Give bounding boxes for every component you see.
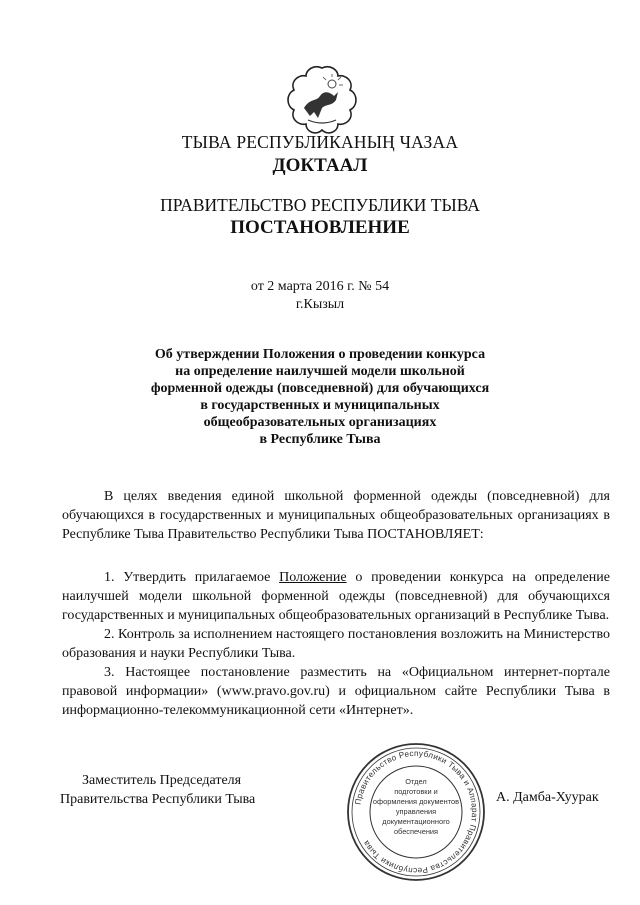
regulation-link[interactable]: Положение: [279, 570, 347, 585]
svg-text:оформления документов: оформления документов: [372, 797, 460, 806]
preamble-paragraph: В целях введения единой школьной форменной одежды (повседневной) для обучающихся в государственных и муниципальных общеобразовательных организациях в Республике Тыва Правительство Республики Тыва ПОСТАНОВЛЯЕТ:: [62, 489, 610, 542]
item-2: 2. Контроль за исполнением настоящего постановления возложить на Министерство образования и науки Республики Тыва.: [62, 627, 610, 661]
document-subject: [110, 346, 530, 448]
signer-title-line-2: Правительства Республики Тыва: [60, 792, 256, 807]
item-1-text-start: 1. Утвердить прилагаемое: [104, 570, 280, 585]
svg-text:документационного: документационного: [382, 817, 450, 826]
signer-title-line-1: Заместитель Председателя: [82, 773, 242, 788]
resolution-items: [62, 568, 610, 720]
official-stamp-seal: [344, 740, 488, 884]
subject-line: в Республике Тыва: [259, 432, 381, 447]
document-type-title: ПОСТАНОВЛЕНИЕ: [230, 217, 410, 238]
svg-text:Правительство Республики Тыва: Правительство Республики Тыва и Аппарат Правительства Республики Тыва: [353, 748, 480, 876]
header-tyva-government: ТЫВА РЕСПУБЛИКАНЫҢ ЧАЗАА: [181, 132, 459, 152]
preamble-block: [62, 487, 610, 544]
header-doktaal: ДОКТААЛ: [272, 155, 368, 176]
subject-line: Об утверждении Положения о проведении конкурса: [154, 347, 486, 362]
document-city: г.Кызыл: [295, 297, 345, 312]
item-3: 3. Настоящее постановление разместить на «Официальном интернет-портале правовой информации» (www.pravo.gov.ru) и официальном сайте Республики Тыва в информационно-телекоммуникационной сети «Интернет».: [62, 665, 610, 718]
svg-text:обеспечения: обеспечения: [393, 827, 439, 836]
item-1-text-end: о проведении конкурса на определение наилучшей модели школьной форменной одежды (повседневной) для обучающихся государственных и муниципальных общеобразовательных организаций в Республике Тыва.: [62, 570, 610, 623]
subject-line: в государственных и муниципальных: [200, 398, 440, 413]
subject-line: форменной одежды (повседневной) для обучающихся: [150, 381, 490, 396]
item-1: [62, 568, 610, 625]
svg-text:подготовки и: подготовки и: [394, 787, 438, 796]
header-government: ПРАВИТЕЛЬСТВО РЕСПУБЛИКИ ТЫВА: [160, 195, 480, 215]
svg-text:управления: управления: [395, 807, 437, 816]
coat-of-arms-emblem: [284, 62, 360, 138]
svg-text:Отдел: Отдел: [405, 777, 427, 786]
signer-title: [60, 771, 255, 809]
document-date-number: от 2 марта 2016 г. № 54: [250, 279, 390, 294]
subject-line: общеобразовательных организациях: [203, 415, 437, 430]
subject-line: на определение наилучшей модели школьной: [175, 364, 465, 379]
signer-name: А. Дамба-Хуурак: [496, 790, 599, 805]
